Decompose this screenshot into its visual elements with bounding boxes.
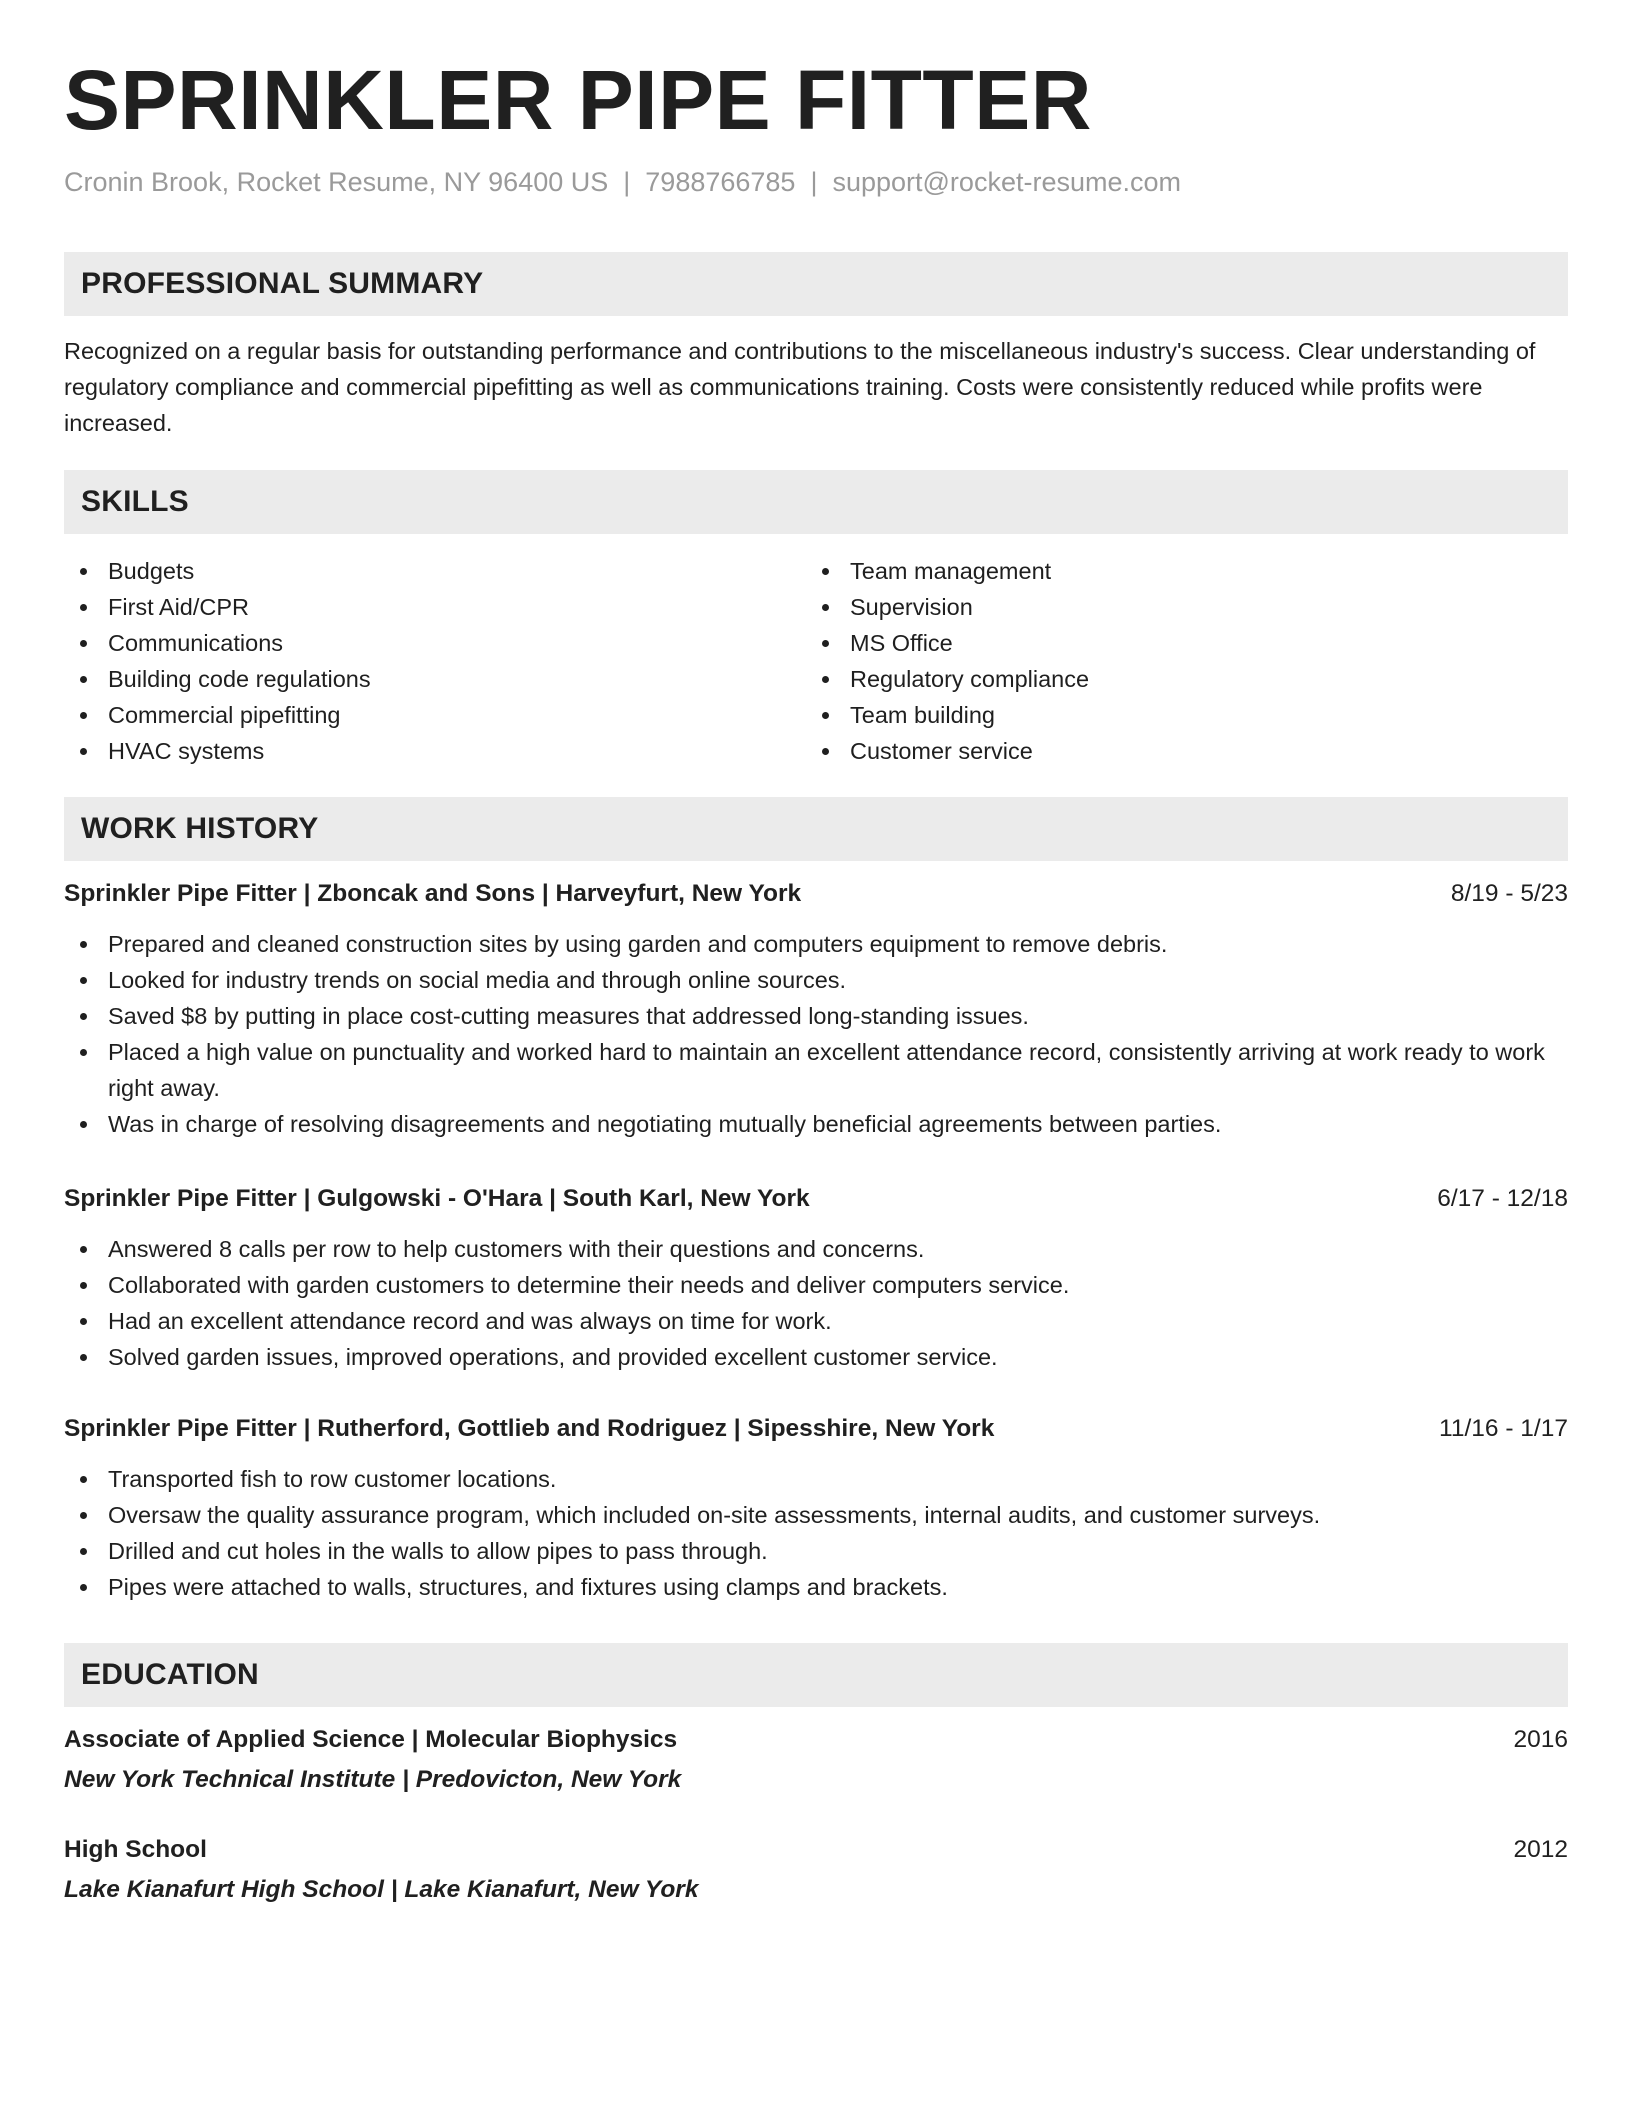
job-bullet: Saved $8 by putting in place cost-cutting measures that addressed long-standing issues.	[64, 998, 1568, 1034]
section-header-work-history	[64, 797, 1568, 861]
education-year: 2016	[1513, 1726, 1568, 1753]
job-bullet: Was in charge of resolving disagreements and negotiating mutually beneficial agreements between parties.	[64, 1106, 1568, 1142]
skill-item: Budgets	[64, 553, 804, 589]
section-title: EDUCATION	[81, 1658, 259, 1691]
education-entry	[64, 1722, 1568, 1798]
job-bullets	[64, 1461, 1568, 1605]
job-bullet: Pipes were attached to walls, structures, and fixtures using clamps and brackets.	[64, 1569, 1568, 1605]
skill-item: First Aid/CPR	[64, 589, 804, 625]
job-dates: 11/16 - 1/17	[1439, 1415, 1568, 1442]
job-bullet: Transported fish to row customer locations.	[64, 1461, 1568, 1497]
job-entry	[64, 1411, 1568, 1605]
job-bullets	[64, 926, 1568, 1142]
job-bullet: Collaborated with garden customers to determine their needs and deliver computers service.	[64, 1267, 1568, 1303]
contact-separator: |	[810, 167, 818, 197]
contact-address: Cronin Brook, Rocket Resume, NY 96400 US	[64, 167, 609, 197]
section-title: SKILLS	[81, 485, 189, 518]
job-dates: 6/17 - 12/18	[1437, 1185, 1568, 1212]
job-header	[64, 1181, 1568, 1217]
section-title: WORK HISTORY	[81, 812, 319, 845]
job-bullet: Prepared and cleaned construction sites by using garden and computers equipment to remove debris.	[64, 926, 1568, 962]
skill-item: Customer service	[806, 733, 1546, 769]
job-dates: 8/19 - 5/23	[1450, 880, 1568, 907]
education-school: Lake Kianafurt High School | Lake Kianafurt, New York	[64, 1876, 699, 1903]
skills-list-left	[64, 553, 804, 769]
job-title: Sprinkler Pipe Fitter | Gulgowski - O'Hara | South Karl, New York	[64, 1185, 810, 1212]
skill-item: Regulatory compliance	[806, 661, 1546, 697]
education-school: New York Technical Institute | Predovicton, New York	[64, 1766, 682, 1793]
contact-line	[64, 168, 1181, 198]
job-entry	[64, 1181, 1568, 1375]
resume-name: SPRINKLER PIPE FITTER	[64, 53, 1092, 147]
section-header-education	[64, 1643, 1568, 1707]
education-degree: High School	[64, 1836, 207, 1863]
skill-item: MS Office	[806, 625, 1546, 661]
education-year: 2012	[1513, 1836, 1568, 1863]
skill-item: Commercial pipefitting	[64, 697, 804, 733]
job-bullet: Placed a high value on punctuality and worked hard to maintain an excellent attendance record, consistently arriving at work ready to work right away.	[64, 1034, 1568, 1106]
skill-item: HVAC systems	[64, 733, 804, 769]
job-header	[64, 876, 1568, 912]
job-bullet: Drilled and cut holes in the walls to allow pipes to pass through.	[64, 1533, 1568, 1569]
job-entry	[64, 876, 1568, 1142]
education-header	[64, 1722, 1568, 1758]
section-header-summary	[64, 252, 1568, 316]
skill-item: Building code regulations	[64, 661, 804, 697]
education-degree: Associate of Applied Science | Molecular Biophysics	[64, 1726, 678, 1753]
section-header-skills	[64, 470, 1568, 534]
job-bullet: Had an excellent attendance record and was always on time for work.	[64, 1303, 1568, 1339]
skills-list-right	[806, 553, 1546, 769]
skill-item: Team building	[806, 697, 1546, 733]
job-bullets	[64, 1231, 1568, 1375]
contact-phone: 7988766785	[645, 167, 796, 197]
job-bullet: Answered 8 calls per row to help customers with their questions and concerns.	[64, 1231, 1568, 1267]
education-entry	[64, 1832, 1568, 1908]
summary-text: Recognized on a regular basis for outstanding performance and contributions to the miscellaneous industry's success. Clear understanding of regulatory compliance and commercial pipefitting as well as communications training. Costs were consistently reduced while profits were increased.	[64, 338, 1536, 436]
job-header	[64, 1411, 1568, 1447]
job-bullet: Oversaw the quality assurance program, which included on-site assessments, internal audits, and customer surveys.	[64, 1497, 1568, 1533]
skill-item: Supervision	[806, 589, 1546, 625]
section-title: PROFESSIONAL SUMMARY	[81, 267, 484, 300]
education-header	[64, 1832, 1568, 1868]
contact-email: support@rocket-resume.com	[832, 167, 1181, 197]
skill-item: Communications	[64, 625, 804, 661]
job-bullet: Solved garden issues, improved operations, and provided excellent customer service.	[64, 1339, 1568, 1375]
job-title: Sprinkler Pipe Fitter | Rutherford, Gottlieb and Rodriguez | Sipesshire, New York	[64, 1415, 995, 1442]
skill-item: Team management	[806, 553, 1546, 589]
job-bullet: Looked for industry trends on social media and through online sources.	[64, 962, 1568, 998]
job-title: Sprinkler Pipe Fitter | Zboncak and Sons | Harveyfurt, New York	[64, 880, 802, 907]
contact-separator: |	[623, 167, 631, 197]
